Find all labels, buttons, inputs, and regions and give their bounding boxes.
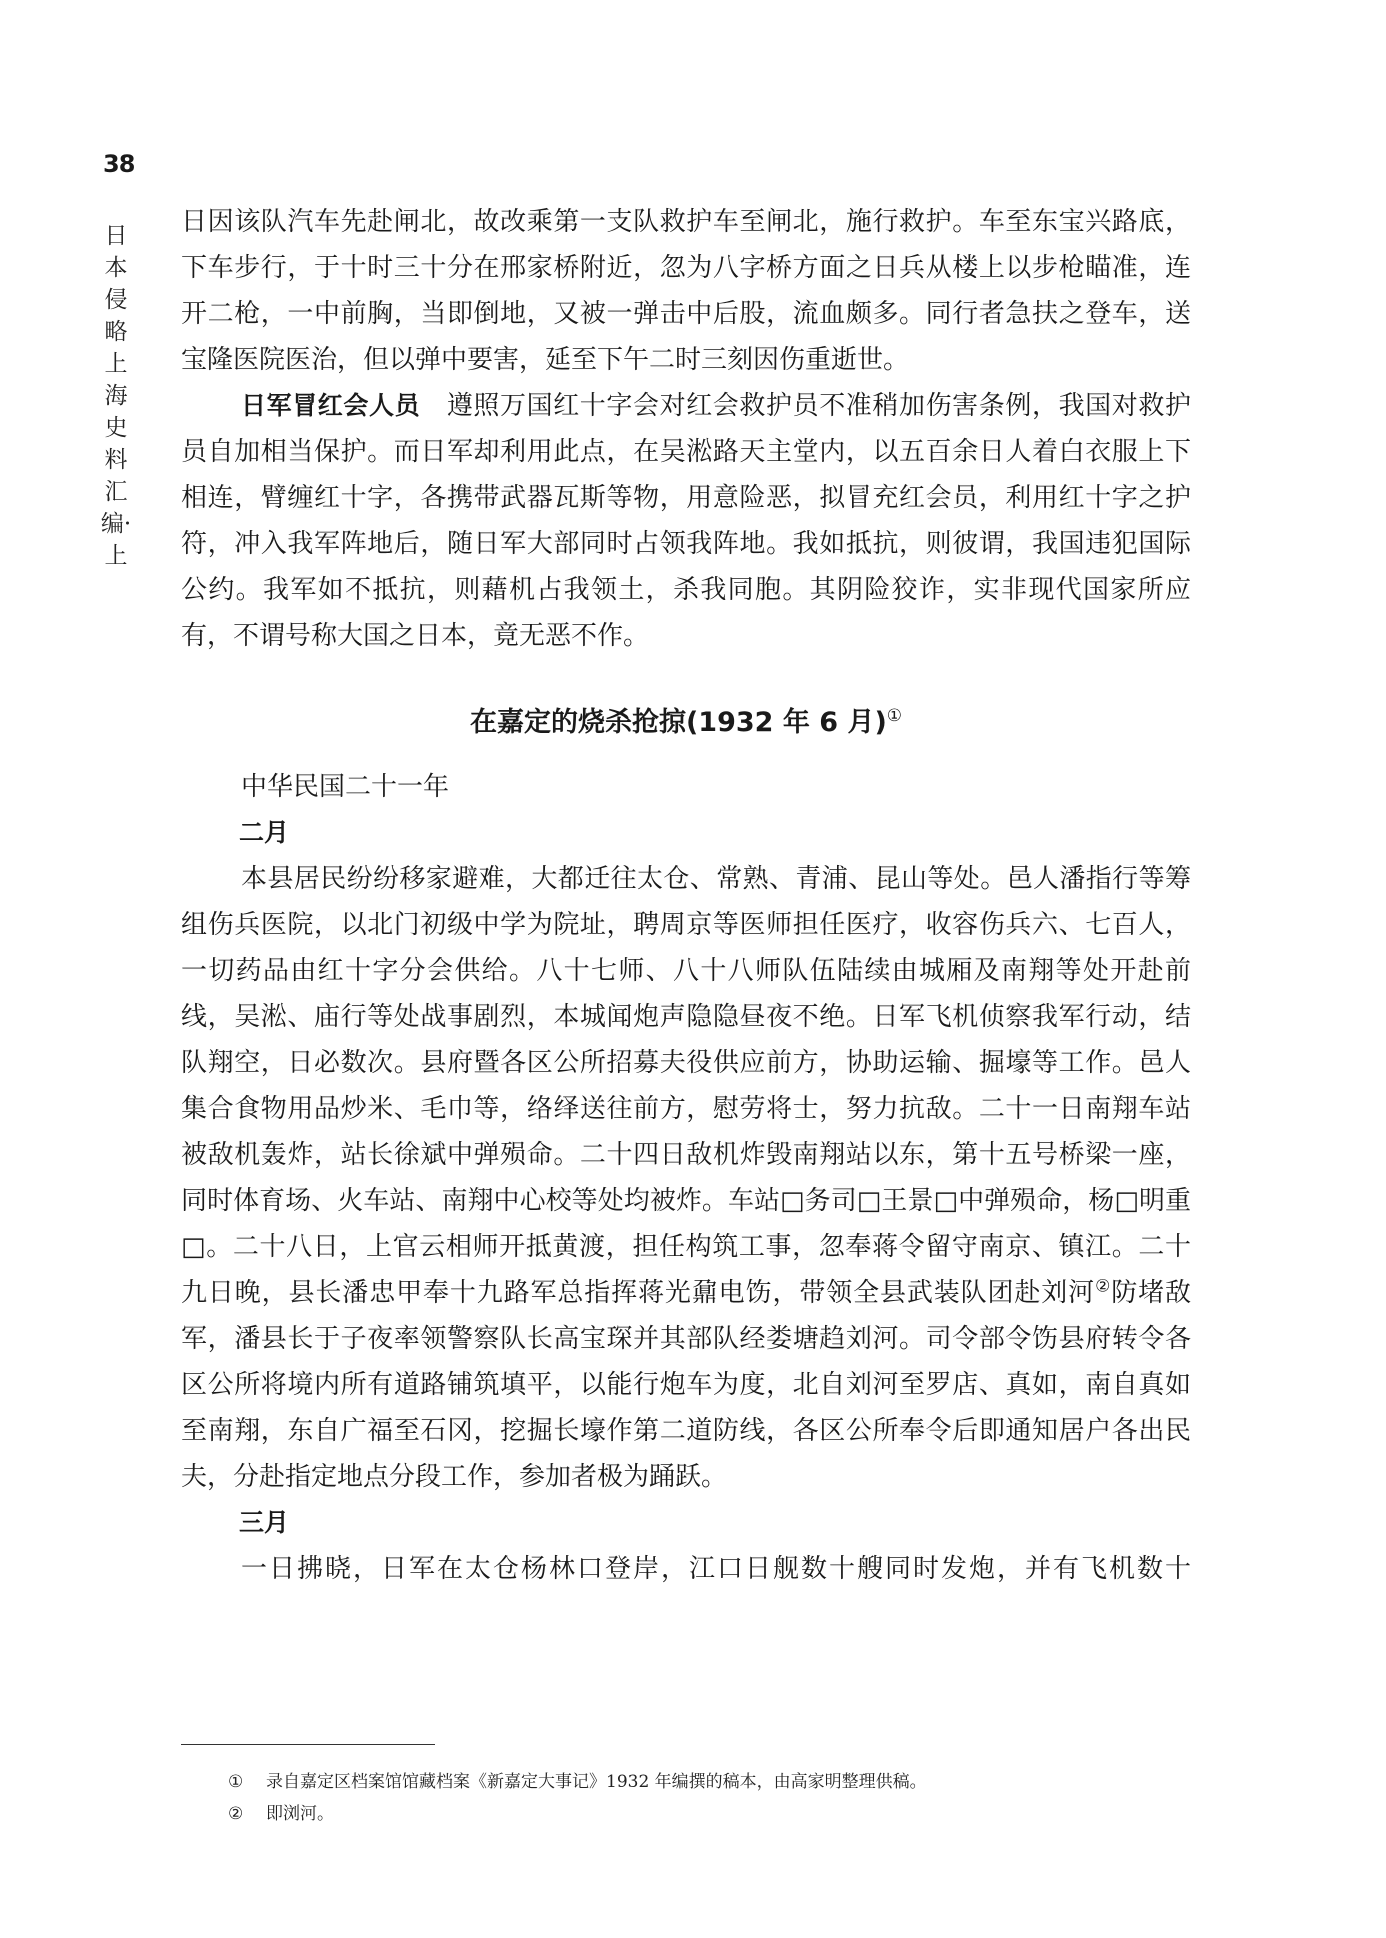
- footnote-ref-1: ①: [886, 706, 903, 726]
- gap: [420, 391, 447, 421]
- section-title: [181, 700, 1191, 746]
- month-heading-february: 二月: [239, 818, 290, 847]
- section-title-text: 在嘉定的烧杀抢掠(1932 年 6 月): [469, 707, 887, 738]
- paragraph-february-text-b: 防堵敌军，潘县长于子夜率领警察队长高宝琛并其部队经娄塘趋刘河。司令部令饬县府转令各区公所将境内所有道路铺筑填平，以能行炮车为度，北自刘河至罗店、真如，南自真如至南翔，东自广福至石冈，挖掘长壕作第二道防线，各区公所奉令后即通知居户各出民夫，分赴指定地点分段工作，参加者极为踊跃。: [181, 1278, 1191, 1492]
- year-line: 中华民国二十一年: [241, 772, 450, 802]
- footnotes: [228, 1766, 1188, 1830]
- paragraph-rescue-account: 日因该队汽车先赴闸北，故改乘第一支队救护车至闸北，施行救护。车至东宝兴路底，下车步行，于十时三十分在邢家桥附近，忽为八字桥方面之日兵从楼上以步枪瞄准，连开二枪，一中前胸，当即倒地，又被一弹击中后股，流血颇多。同行者急扶之登车，送宝隆医院医治，但以弹中要害，延至下午二时三刻因伤重逝世。: [181, 207, 1191, 375]
- section-red-cross: [181, 199, 1191, 659]
- footnote-2: [228, 1798, 1188, 1830]
- footnote-text: 录自嘉定区档案馆馆藏档案《新嘉定大事记》1932 年编撰的稿本，由高家明整理供稿。: [266, 1772, 927, 1792]
- paragraph-february: [181, 856, 1191, 1500]
- footnote-ref-2: ②: [1095, 1276, 1112, 1297]
- section-jiading: [181, 764, 1191, 1592]
- footnote-mark: ①: [228, 1772, 244, 1792]
- page-number: 38: [103, 150, 135, 178]
- paragraph-impersonation: [181, 383, 1191, 659]
- footnote-1: [228, 1766, 1188, 1798]
- paragraph-heading-term: 日军冒红会人员: [241, 391, 421, 420]
- footnote-mark: ②: [228, 1804, 244, 1824]
- paragraph-march: 一日拂晓，日军在太仓杨林口登岸，江口日舰数十艘同时发炮，并有飞机数十: [241, 1554, 1191, 1584]
- month-heading-march: 三月: [239, 1508, 290, 1537]
- paragraph-impersonation-text: 遵照万国红十字会对红会救护员不准稍加伤害条例，我国对救护员自加相当保护。而日军却利用此点，在吴淞路天主堂内，以五百余日人着白衣服上下相连，臂缠红十字，各携带武器瓦斯等物，用意险恶，拟冒充红会员，利用红十字之护符，冲入我军阵地后，随日军大部同时占领我阵地。我如抵抗，则彼谓，我国违犯国际公约。我军如不抵抗，则藉机占我领土，杀我同胞。其阴险狡诈，实非现代国家所应有，不谓号称大国之日本，竟无恶不作。: [181, 391, 1191, 651]
- footnote-rule: [181, 1744, 435, 1745]
- running-head: 日本侵略上海史料汇编·上: [100, 223, 132, 569]
- footnote-text: 即浏河。: [266, 1804, 334, 1824]
- paragraph-february-text-a: 本县居民纷纷移家避难，大都迁往太仓、常熟、青浦、昆山等处。邑人潘指行等筹组伤兵医院，以北门初级中学为院址，聘周京等医师担任医疗，收容伤兵六、七百人，一切药品由红十字分会供给。八十七师、八十八师队伍陆续由城厢及南翔等处开赴前线，吴淞、庙行等处战事剧烈，本城闻炮声隐隐昼夜不绝。日军飞机侦察我军行动，结队翔空，日必数次。县府暨各区公所招募夫役供应前方，协助运输、掘壕等工作。邑人集合食物用品炒米、毛巾等，络绎送往前方，慰劳将士，努力抗敌。二十一日南翔车站被敌机轰炸，站长徐斌中弹殒命。二十四日敌机炸毁南翔站以东，第十五号桥梁一座，同时体育场、火车站、南翔中心校等处均被炸。车站□务司□王景□中弹殒命，杨□明重□。二十八日，上官云相师开抵黄渡，担任构筑工事，忽奉蒋令留守南京、镇江。二十九日晚，县长潘忠甲奉十九路军总指挥蒋光鼐电饬，带领全县武装队团赴刘河: [181, 864, 1191, 1308]
